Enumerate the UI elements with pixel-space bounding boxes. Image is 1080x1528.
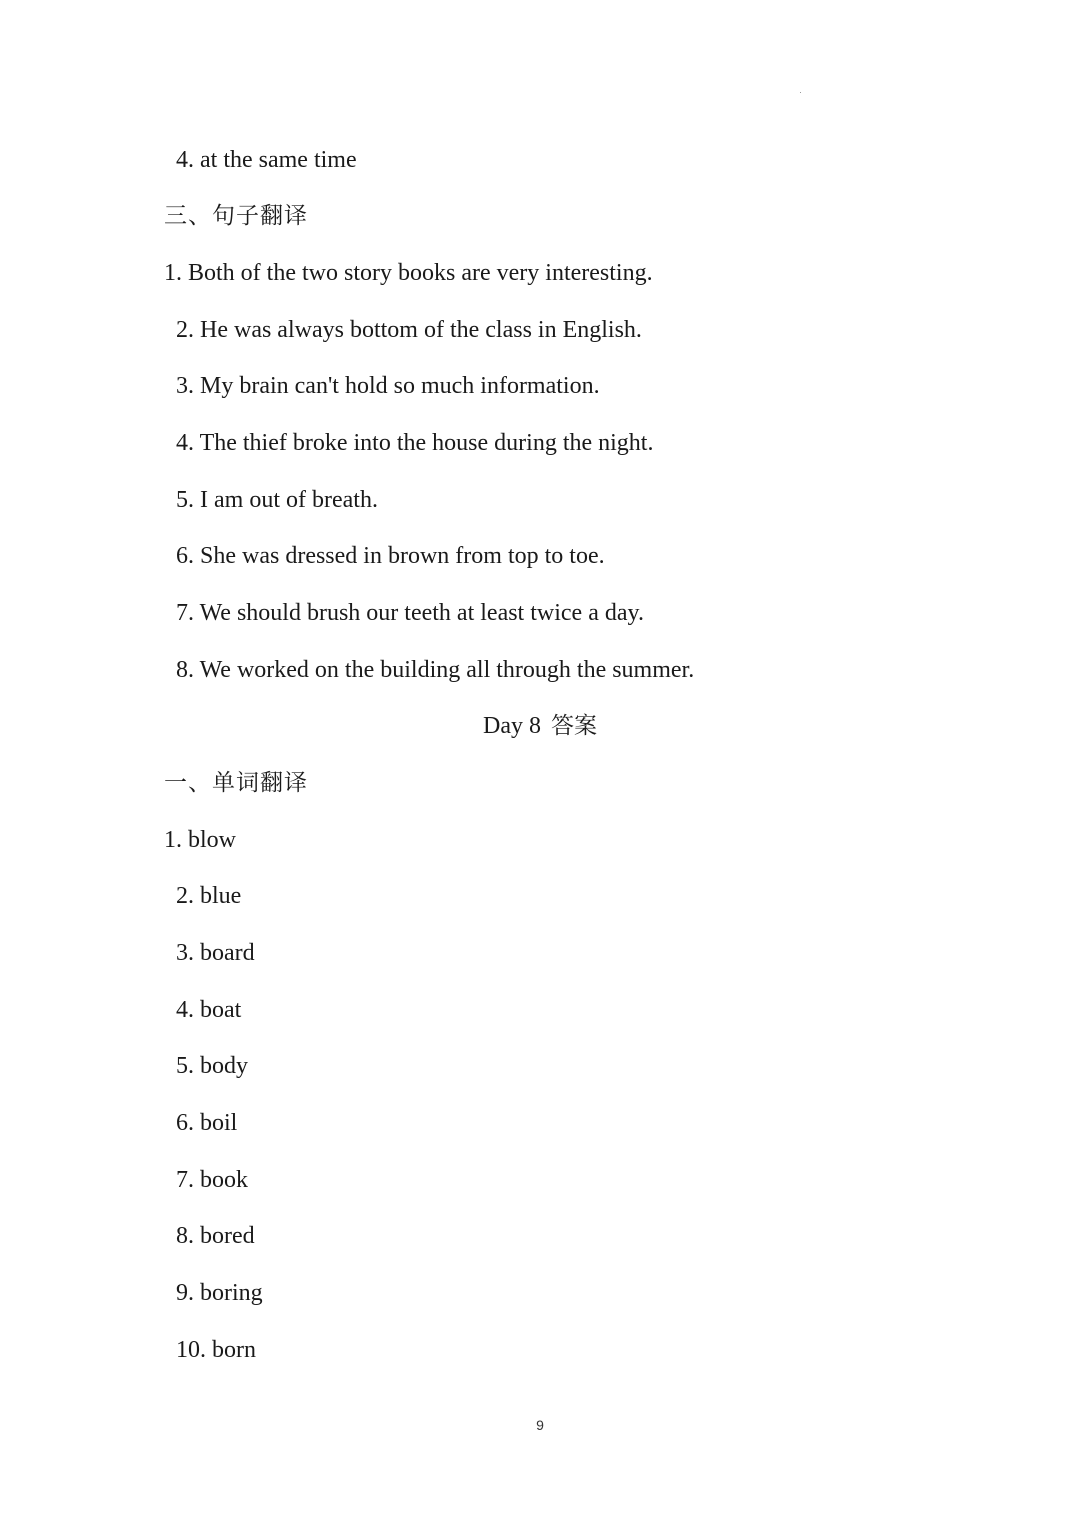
section-heading-word-translation: 一、单词翻译 xyxy=(164,770,308,796)
word-answer: 7. book xyxy=(176,1167,248,1193)
sentence-answer: 2. He was always bottom of the class in English. xyxy=(176,317,642,343)
word-answer: 2. blue xyxy=(176,883,242,909)
word-answer: 5. body xyxy=(176,1053,248,1079)
section-heading-sentence-translation: 三、句子翻译 xyxy=(164,203,308,229)
day-label: Day 8 xyxy=(483,713,541,739)
sentence-answer: 6. She was dressed in brown from top to toe. xyxy=(176,543,605,569)
answer-label: 答案 xyxy=(550,713,597,739)
word-answer: 10. born xyxy=(176,1337,256,1363)
sentence-answer: 3. My brain can't hold so much information. xyxy=(176,373,600,399)
word-answer: 4. boat xyxy=(176,997,242,1023)
word-answer: 8. bored xyxy=(176,1223,255,1249)
page-number: 9 xyxy=(536,1417,544,1433)
sentence-answer: 4. The thief broke into the house during the night. xyxy=(176,430,654,456)
sentence-answer: 8. We worked on the building all through the summer. xyxy=(176,657,695,683)
word-answer: 3. board xyxy=(176,940,255,966)
scan-speck xyxy=(800,92,801,93)
sentence-answer: 7. We should brush our teeth at least twice a day. xyxy=(176,600,644,626)
word-answer: 6. boil xyxy=(176,1110,238,1136)
sentence-answer: 1. Both of the two story books are very interesting. xyxy=(164,260,653,286)
answer-item: 4. at the same time xyxy=(176,147,357,173)
word-answer: 1. blow xyxy=(164,827,236,853)
day-answer-title xyxy=(0,711,1080,741)
word-answer: 9. boring xyxy=(176,1280,263,1306)
sentence-answer: 5. I am out of breath. xyxy=(176,487,378,513)
